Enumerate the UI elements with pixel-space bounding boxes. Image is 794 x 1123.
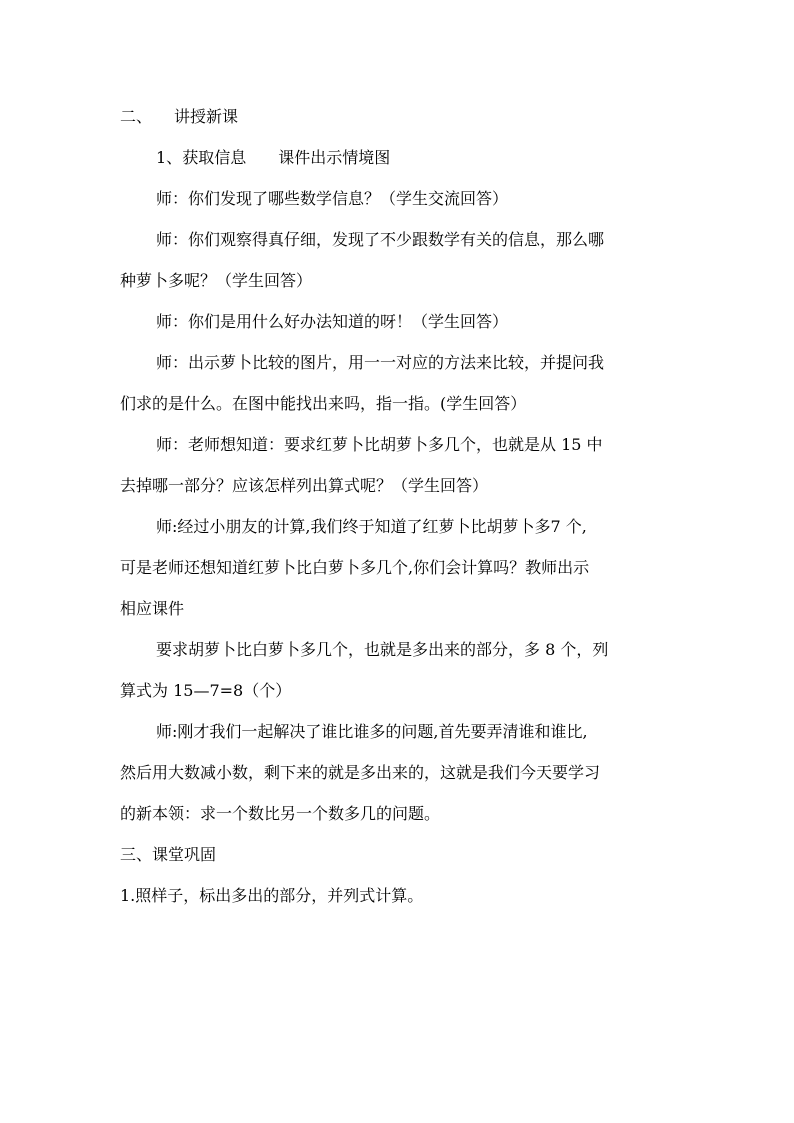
paragraph-line: 师：出示萝卜比较的图片，用一一对应的方法来比较，并提问我 [156, 353, 605, 372]
paragraph-line: 们求的是什么。在图中能找出来吗，指一指。(学生回答） [120, 394, 527, 413]
paragraph [120, 506, 676, 629]
subsection-number: 1、 [156, 148, 183, 167]
paragraph-line: 可是老师还想知道红萝卜比白萝卜多几个,你们会计算吗？教师出示 [120, 558, 590, 577]
paragraph-line: 要求胡萝卜比白萝卜多几个，也就是多出来的部分，多 8 个，列 [156, 640, 609, 659]
section-heading-2 [120, 96, 676, 137]
paragraph-line: 师：你们是用什么好办法知道的呀！（学生回答） [156, 312, 509, 331]
paragraph-line: 师：你们发现了哪些数学信息？（学生交流回答） [156, 189, 509, 208]
subsection-title: 获取信息 [182, 148, 247, 167]
paragraph-line: 的新本领：求一个数比另一个数多几的问题。 [120, 804, 441, 823]
paragraph-line: 师:经过小朋友的计算,我们终于知道了红萝卜比胡萝卜多7 个, [156, 517, 587, 536]
paragraph-line: 师：你们观察得真仔细，发现了不少跟数学有关的信息，那么哪 [156, 230, 605, 249]
section-number: 二、 [120, 107, 153, 126]
section-heading-3: 三、课堂巩固 [120, 845, 217, 864]
section-title: 讲授新课 [174, 107, 239, 126]
paragraph [120, 342, 676, 424]
paragraph [120, 629, 676, 711]
paragraph [120, 424, 676, 506]
paragraph-line: 算式为 15—7=8（个） [120, 681, 292, 700]
paragraph-line: 师：老师想知道：要求红萝卜比胡萝卜多几个，也就是从 15 中 [156, 435, 603, 454]
paragraph-line: 相应课件 [120, 599, 185, 618]
paragraph [120, 219, 676, 301]
subsection-note: 课件出示情境图 [278, 148, 391, 167]
paragraph-line: 去掉哪一部分？应该怎样列出算式呢？（学生回答） [120, 476, 489, 495]
document-body [120, 96, 676, 916]
subsection-heading-1 [120, 137, 676, 178]
paragraph-line: 种萝卜多呢？（学生回答） [120, 271, 313, 290]
paragraph-line: 师:刚才我们一起解决了谁比谁多的问题,首先要弄清谁和谁比, [156, 722, 588, 741]
exercise-item-1: 1.照样子，标出多出的部分，并列式计算。 [120, 886, 424, 905]
paragraph-line: 然后用大数减小数，剩下来的就是多出来的，这就是我们今天要学习 [120, 763, 601, 782]
paragraph [120, 301, 676, 342]
paragraph [120, 711, 676, 834]
paragraph [120, 178, 676, 219]
